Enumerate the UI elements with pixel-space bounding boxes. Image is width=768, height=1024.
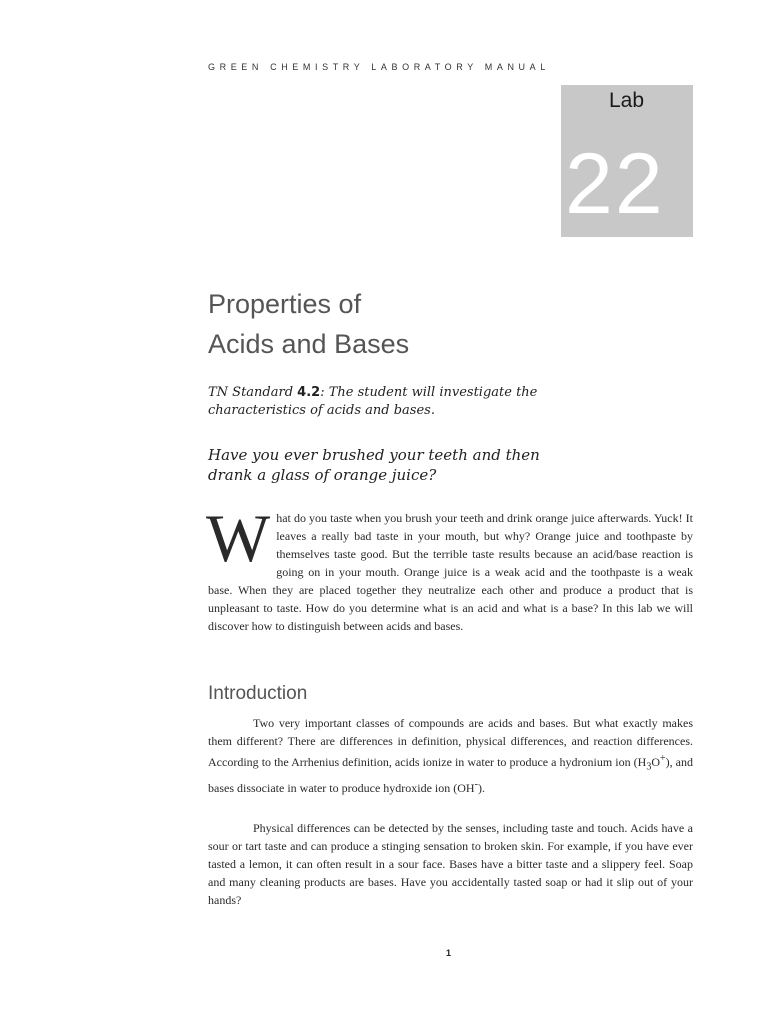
lab-number: 22	[565, 136, 665, 232]
opening-paragraph-text: hat do you taste when you brush your teeth and drink orange juice afterwards. Yuck! It leaves a really bad taste in your mouth, but why? Orange juice and toothpaste by themselves taste good. But the terrible taste results because an acid/base reaction is going on in your mouth. Orange juice is a weak acid and the toothpaste is a weak base. When they are placed together they neutralize each other and produce a product that is unpleasant to taste. How do you determine what is an acid and what is a base? In this lab we will discover how to distinguish between acids and bases.	[208, 511, 693, 633]
standard-prefix: TN Standard	[208, 385, 298, 400]
title-line-2: Acids and Bases	[208, 329, 410, 359]
p1-subscript: 3	[646, 761, 652, 773]
hook-line-1: Have you ever brushed your teeth and then	[208, 446, 540, 464]
page-title	[208, 284, 409, 364]
title-line-1: Properties of	[208, 289, 362, 319]
section-heading-introduction: Introduction	[208, 683, 308, 704]
p1-text-b: O	[651, 755, 660, 769]
introduction-paragraph-2: Physical differences can be detected by the senses, including taste and touch. Acids have a sour or tart taste and can produce a stinging sensation to broken skin. For example, if you have ever tasted a lemon, it can often result in a sour face. Bases have a bitter taste and a slippery feel. Soap and many cleaning products are bases. Have you accidentally tasted soap or had it slip out of your hands?	[208, 821, 693, 907]
standard-number: 4.2	[297, 385, 321, 400]
p1-superscript: +	[659, 753, 666, 764]
p1-text-c: ), and bases dissociate in water to produce hydroxide ion (OH	[208, 755, 694, 796]
hook-line-2: drank a glass of orange juice?	[208, 466, 437, 484]
running-header: GREEN CHEMISTRY LABORATORY MANUAL	[208, 62, 550, 72]
introduction-paragraph-1	[208, 714, 693, 797]
standard-statement	[208, 384, 588, 420]
p1-text-d: ).	[477, 781, 485, 796]
hook-question	[208, 445, 608, 485]
p1-text-a: Two very important classes of compounds are acids and bases. But what exactly makes them different? There are differences in definition, physical differences, and reaction differences. According to the Arrhenius definition, acids ionize in water to produce a hydronium ion (H	[208, 716, 693, 769]
lab-label: Lab	[609, 89, 645, 112]
p1-superscript-2: -	[474, 779, 478, 791]
opening-paragraph	[206, 500, 693, 635]
drop-cap: W	[206, 500, 271, 576]
page-number: 1	[446, 948, 452, 958]
lab-number-badge	[561, 85, 693, 237]
standard-text: : The student will investigate the characteristics of acids and bases.	[208, 385, 538, 418]
